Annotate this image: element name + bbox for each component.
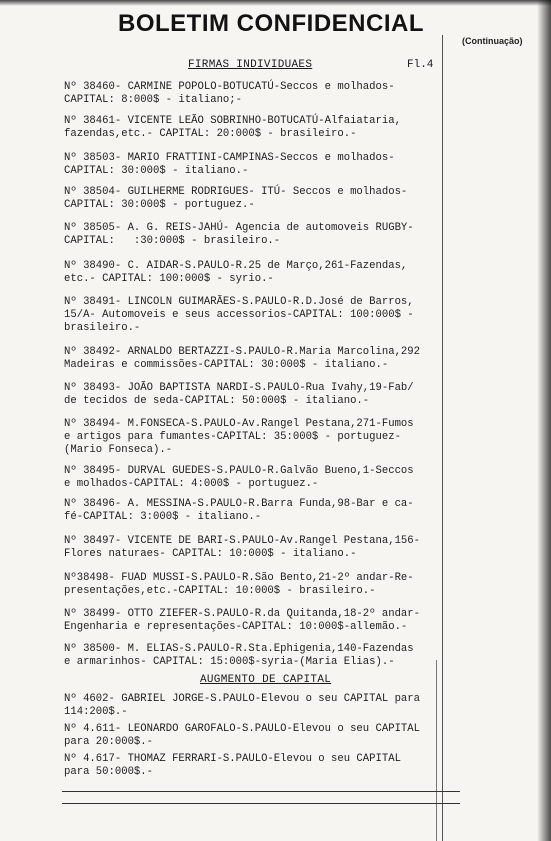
list-item [64, 115, 464, 141]
entry-line: fé-CAPITAL: 3:000$ - italiano.- [64, 511, 262, 523]
entry-line: e artigos para fumantes-CAPITAL: 35:000$ - portuguez- [64, 431, 401, 443]
entry-line: Nº 4.611- LEONARDO GAROFALO-S.PAULO-Elevou o seu CAPITAL [64, 723, 421, 735]
list-item [64, 81, 464, 107]
entry-line: e armarinhos- CAPITAL: 15:000$-syria-(Maria Elias).- [64, 656, 395, 668]
list-item [64, 186, 464, 212]
list-item [64, 152, 464, 178]
document-title: BOLETIM CONFIDENCIAL [118, 10, 424, 37]
list-item [64, 296, 464, 335]
entry-line: Nº 38490- C. AIDAR-S.PAULO-R.25 de Março,261-Fazendas, [64, 260, 408, 272]
list-item [64, 418, 464, 457]
entry-line: de tecidos de seda-CAPITAL: 50:000$ - italiano.- [64, 395, 370, 407]
list-item [64, 346, 464, 372]
list-item [64, 643, 464, 669]
entry-line: fazendas,etc.- CAPITAL: 20:000$ - brasileiro.- [64, 128, 357, 140]
entry-line: Nº 38491- LINCOLN GUIMARÃES-S.PAULO-R.D.José de Barros, [64, 296, 414, 308]
entry-line: Nº38498- FUAD MUSSI-S.PAULO-R.São Bento,21-2º andar-Re- [64, 572, 414, 584]
list-item [64, 222, 464, 248]
entry-line: Nº 38494- M.FONSECA-S.PAULO-Av.Rangel Pestana,271-Fumos [64, 418, 414, 430]
entry-line: 15/A- Automoveis e seus accessorios-CAPITAL: 100:000$ - [64, 309, 414, 321]
entry-line: 114:200$.- [64, 706, 128, 718]
entry-line: para 20:000$.- [64, 736, 154, 748]
entry-line: Nº 38500- M. ELIAS-S.PAULO-R.Sta.Ephigenia,140-Fazendas [64, 643, 414, 655]
entry-line: etc.- CAPITAL: 100:000$ - syrio.- [64, 273, 274, 285]
list-item [64, 498, 464, 524]
entry-line: Nº 38495- DURVAL GUEDES-S.PAULO-R.Galvão Bueno,1-Seccos [64, 465, 414, 477]
continuation-note: (Continuação) [462, 36, 523, 46]
entry-line: (Mario Fonseca).- [64, 444, 173, 456]
section-title-firmas: FIRMAS INDIVIDUAES [188, 59, 313, 71]
folio-number: Fl.4 [407, 59, 434, 71]
list-item [64, 723, 464, 749]
list-item [64, 753, 464, 779]
entry-line: Nº 38493- JOÃO BAPTISTA NARDI-S.PAULO-Rua Ivahy,19-Fab/ [64, 382, 414, 394]
entry-line: para 50:000$.- [64, 766, 154, 778]
bottom-rule-1 [62, 791, 460, 792]
entry-line: Nº 38461- VICENTE LEÃO SOBRINHO-BOTUCATÚ-Alfaiataria, [64, 115, 401, 127]
entry-line: Nº 38505- A. G. REIS-JAHÚ- Agencia de automoveis RUGBY- [64, 222, 414, 234]
entry-line: Nº 4.617- THOMAZ FERRARI-S.PAULO-Elevou o seu CAPITAL [64, 753, 401, 765]
scan-edge-top [0, 0, 551, 6]
list-item [64, 535, 464, 561]
entry-line: Nº 38503- MARIO FRATTINI-CAMPINAS-Seccos e molhados- [64, 152, 395, 164]
entry-line: CAPITAL: :30:000$ - brasileiro.- [64, 235, 281, 247]
entry-line: e molhados-CAPITAL: 4:000$ - portuguez.- [64, 478, 319, 490]
entry-line: Nº 38499- OTTO ZIEFER-S.PAULO-R.da Quitanda,18-2º andar- [64, 608, 421, 620]
entry-line: CAPITAL: 30:000$ - portuguez.- [64, 199, 255, 211]
entry-line: CAPITAL: 30:000$ - italiano.- [64, 165, 249, 177]
entry-line: Nº 38460- CARMINE POPOLO-BOTUCATÚ-Seccos e molhados- [64, 81, 395, 93]
entry-line: Nº 38504- GUILHERME RODRIGUES- ITÚ- Seccos e molhados- [64, 186, 408, 198]
entry-line: Flores naturaes- CAPITAL: 10:000$ - italiano.- [64, 548, 357, 560]
entry-line: Nº 38497- VICENTE DE BARI-S.PAULO-Av.Rangel Pestana,156- [64, 535, 421, 547]
list-item [64, 693, 464, 719]
entry-line: Nº 4602- GABRIEL JORGE-S.PAULO-Elevou o seu CAPITAL para [64, 693, 421, 705]
entry-line: Nº 38492- ARNALDO BERTAZZI-S.PAULO-R.Maria Marcolina,292 [64, 346, 421, 358]
section-title-augmento: AUGMENTO DE CAPITAL [200, 674, 332, 686]
entry-line: Madeiras e commissões-CAPITAL: 30:000$ - italiano.- [64, 359, 389, 371]
list-item [64, 382, 464, 408]
entry-line: presentações,etc.-CAPITAL: 10:000$ - brasileiro.- [64, 585, 376, 597]
scan-edge-right [537, 0, 551, 841]
bottom-rule-2 [62, 803, 460, 804]
entry-line: Engenharia e representações-CAPITAL: 10:000$-allemão.- [64, 621, 408, 633]
entry-line: CAPITAL: 8:000$ - italiano;- [64, 94, 243, 106]
entry-line: Nº 38496- A. MESSINA-S.PAULO-R.Barra Funda,98-Bar e ca- [64, 498, 414, 510]
list-item [64, 260, 464, 286]
list-item [64, 572, 464, 598]
list-item [64, 465, 464, 491]
list-item [64, 608, 464, 634]
entry-line: brasileiro.- [64, 322, 141, 334]
margin-rule-lower [436, 660, 437, 841]
